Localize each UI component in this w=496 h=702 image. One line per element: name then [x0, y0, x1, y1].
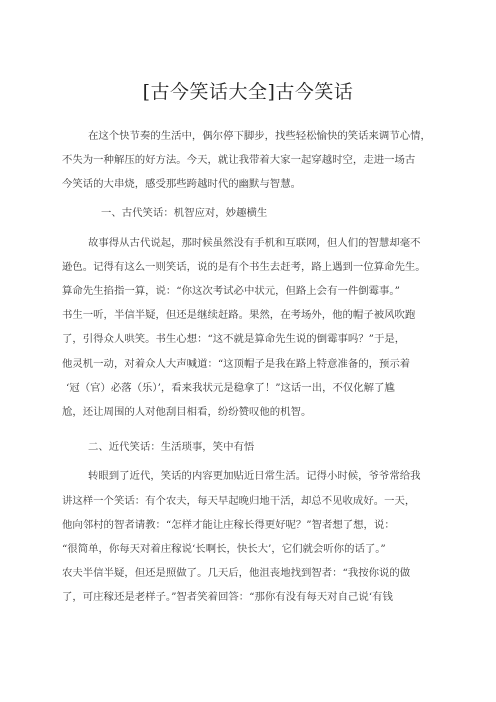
paragraph-line: 尬，还让周围的人对他刮目相看，纷纷赞叹他的机智。 [62, 406, 312, 418]
paragraph-line: ‘冠（官）必落（乐）’，看来我状元是稳拿了！”这话一出，不仅化解了尴 [66, 382, 395, 394]
paragraph-line: 故事得从古代说起，那时候虽然没有手机和互联网，但人们的智慧却毫不 [88, 237, 421, 249]
paragraph-line: 他向邻村的智者请教：“怎样才能让庄稼长得更好呢？”智者想了想，说： [62, 519, 395, 531]
paragraph-line: 了，可庄稼还是老样子。”智者笑着回答：“那你有没有每天对自己说‘有钱 [62, 591, 393, 603]
section-heading: 二、近代笑话：生活琐事，笑中有悟 [88, 441, 255, 453]
section-heading: 一、古代笑话：机智应对，妙趣横生 [101, 207, 268, 219]
paragraph-line: 讲这样一个笑话：有个农夫，每天早起晚归地干活，却总不见收成好。一天， [62, 495, 416, 507]
paragraph-line: 今笑话的大串烧，感受那些跨越时代的幽默与智慧。 [62, 178, 301, 190]
document-title: [古今笑话大全]古今笑话 [142, 81, 354, 103]
paragraph-line: 转眼到了近代，笑话的内容更加贴近日常生活。记得小时候，爷爷常给我 [88, 470, 421, 482]
paragraph-line: 在这个快节奏的生活中，偶尔停下脚步，找些轻松愉快的笑话来调节心情， [88, 130, 431, 142]
paragraph-line: 他灵机一动，对着众人大声喊道：“这顶帽子是我在路上特意准备的，预示着 [62, 358, 411, 370]
paragraph-line: 不失为一种解压的好方法。今天，就让我带着大家一起穿越时空，走进一场古 [62, 154, 416, 166]
paragraph-line: 农夫半信半疑，但还是照做了。几天后，他沮丧地找到智者：“我按你说的做 [62, 567, 411, 579]
paragraph-line: 算命先生掐指一算，说：“你这次考试必中状元，但路上会有一件倒霉事。” [62, 285, 400, 297]
paragraph-line: 逊色。记得有这么一则笑话，说的是有个书生去赶考，路上遇到一位算命先生。 [62, 261, 426, 273]
paragraph-line: “很简单，你每天对着庄稼说‘长啊长，快长大’，它们就会听你的话了。” [62, 543, 386, 555]
paragraph-line: 了，引得众人哄笑。书生心想：“这不就是算命先生说的倒霉事吗？”于是， [62, 333, 406, 345]
paragraph-line: 书生一听，半信半疑，但还是继续赶路。果然，在考场外，他的帽子被风吹跑 [62, 309, 416, 321]
